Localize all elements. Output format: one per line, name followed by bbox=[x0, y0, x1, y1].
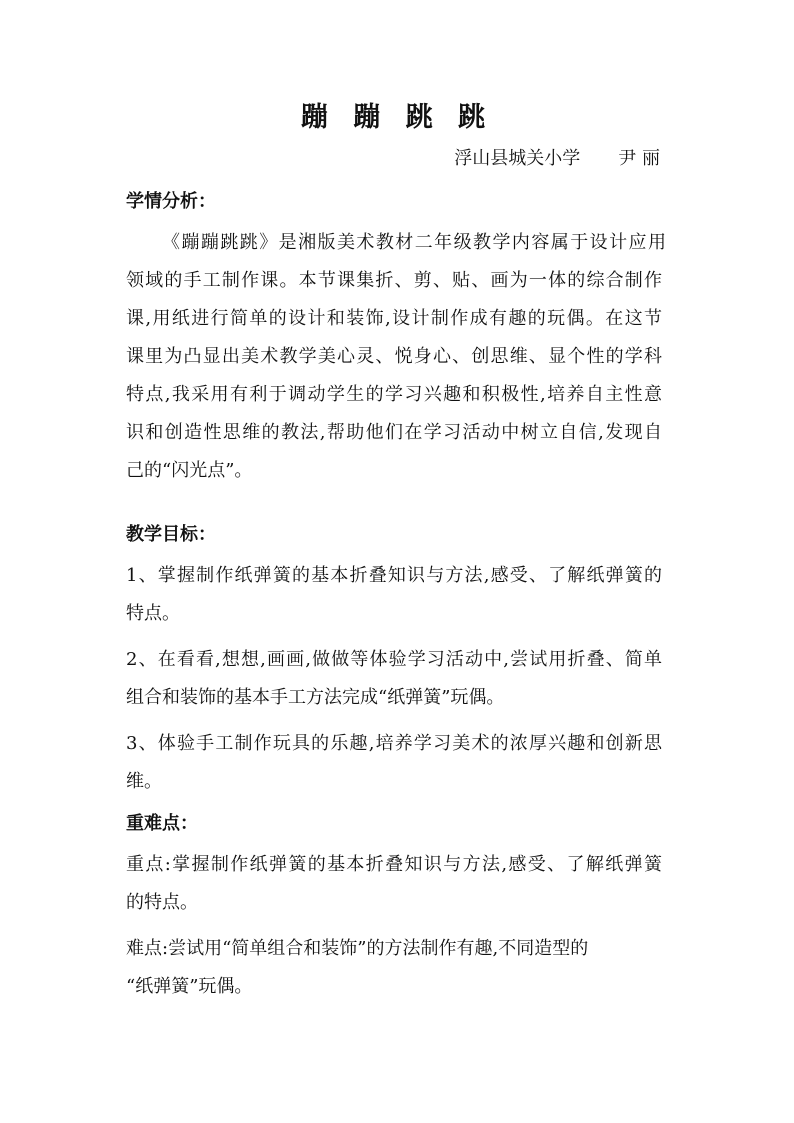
paragraph-line: 重点:掌握制作纸弹簧的基本折叠知识与方法,感受、了解纸弹簧 bbox=[126, 854, 662, 875]
difficult-point-item bbox=[126, 930, 666, 1006]
document-title: 蹦 蹦 跳 跳 bbox=[300, 102, 494, 133]
paragraph-line: 己的“闪光点”。 bbox=[126, 460, 253, 481]
paragraph-line: 领域的手工制作课。本节课集折、剪、贴、画为一体的综合制作 bbox=[126, 270, 662, 291]
section-heading-key-points: 重难点： bbox=[126, 813, 198, 834]
paragraph-line: 课,用纸进行简单的设计和装饰,设计制作成有趣的玩偶。在这节 bbox=[126, 308, 662, 329]
author-name: 尹 丽 bbox=[618, 148, 660, 169]
paragraph-line: 课里为凸显出美术教学美心灵、悦身心、创思维、显个性的学科 bbox=[126, 346, 662, 367]
paragraph-line: 维。 bbox=[126, 771, 162, 792]
paragraph-line: 2、在看看,想想,画画,做做等体验学习活动中,尝试用折叠、简单 bbox=[126, 649, 662, 670]
paragraph-line: 《蹦蹦跳跳》是湘版美术教材二年级教学内容属于设计应用 bbox=[162, 232, 666, 253]
section-heading-goals: 教学目标： bbox=[126, 524, 216, 545]
paragraph-line: 特点。 bbox=[126, 603, 180, 624]
author-line bbox=[0, 146, 660, 172]
key-point-item bbox=[126, 846, 666, 922]
paragraph-line: “纸弹簧”玩偶。 bbox=[126, 976, 253, 997]
paragraph-line: 的特点。 bbox=[126, 892, 198, 913]
author-school: 浮山县城关小学 bbox=[454, 148, 581, 169]
paragraph-line: 识和创造性思维的教法,帮助他们在学习活动中树立自信,发现自 bbox=[126, 422, 662, 443]
goal-item-1 bbox=[126, 557, 666, 633]
paragraph-line: 3、体验手工制作玩具的乐趣,培养学习美术的浓厚兴趣和创新思 bbox=[126, 733, 662, 754]
goal-item-2 bbox=[126, 641, 666, 717]
paragraph-line: 组合和装饰的基本手工方法完成“纸弹簧”玩偶。 bbox=[126, 687, 505, 708]
analysis-paragraph bbox=[126, 224, 666, 490]
paragraph-line: 难点:尝试用“简单组合和装饰”的方法制作有趣,不同造型的 bbox=[126, 938, 589, 959]
goal-item-3 bbox=[126, 725, 666, 801]
paragraph-line: 1、掌握制作纸弹簧的基本折叠知识与方法,感受、了解纸弹簧的 bbox=[126, 565, 662, 586]
paragraph-line: 特点,我采用有利于调动学生的学习兴趣和积极性,培养自主性意 bbox=[126, 384, 662, 405]
section-heading-analysis: 学情分析： bbox=[126, 191, 216, 212]
